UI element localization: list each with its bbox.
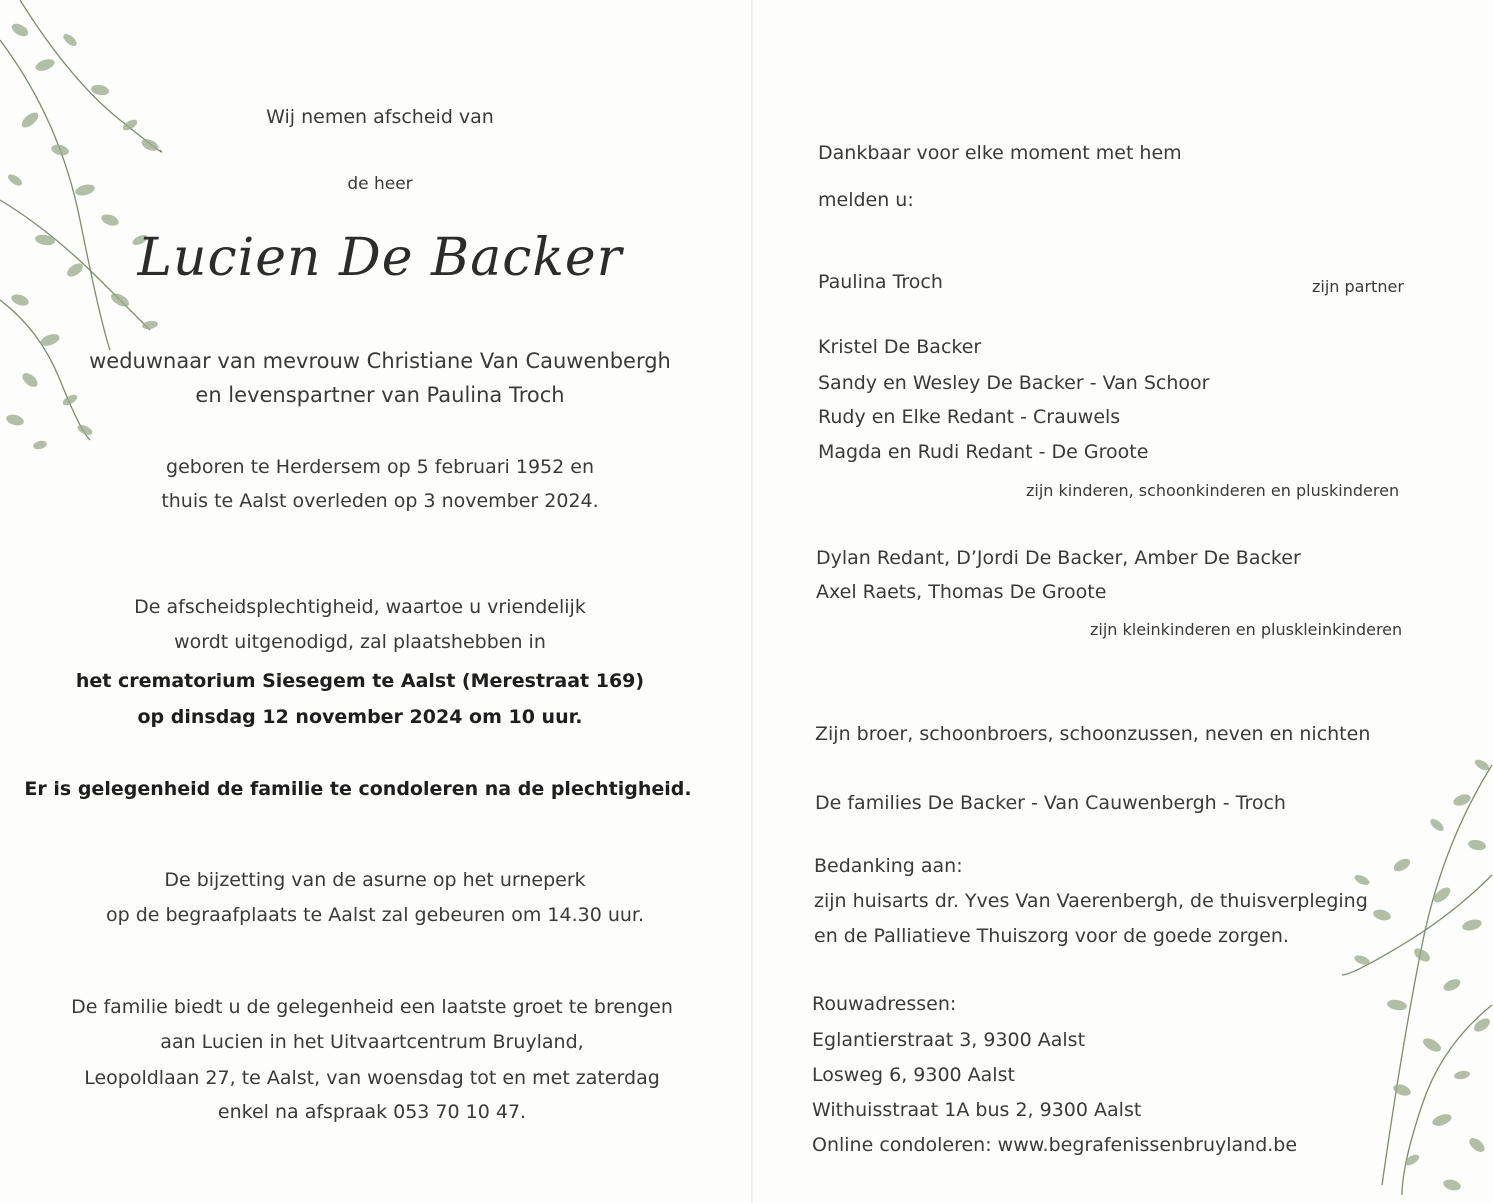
children-role: zijn kinderen, schoonkinderen en pluskinderen <box>1026 481 1400 500</box>
visit-line: De familie biedt u de gelegenheid een laatste groet te brengen <box>71 996 673 1018</box>
ceremony-date: op dinsdag 12 november 2024 om 10 uur. <box>137 706 583 728</box>
grandchildren-line: Dylan Redant, D’Jordi De Backer, Amber De Backer <box>816 547 1301 569</box>
relation-line: weduwnaar van mevrouw Christiane Van Cauwenbergh <box>89 349 671 373</box>
partner-name: Paulina Troch <box>818 271 943 293</box>
visit-line: Leopoldlaan 27, te Aalst, van woensdag tot en met zaterdag <box>84 1067 660 1089</box>
address-line: Eglantierstraat 3, 9300 Aalst <box>812 1029 1086 1051</box>
deceased-name: Lucien De Backer <box>137 228 623 288</box>
right-page <box>752 0 1493 1203</box>
child-name: Rudy en Elke Redant - Crauwels <box>818 406 1121 428</box>
child-name: Kristel De Backer <box>818 336 982 358</box>
ceremony-line: De afscheidsplechtigheid, waartoe u vriendelijk <box>134 596 586 618</box>
relation-line: en levenspartner van Paulina Troch <box>195 383 565 407</box>
child-name: Magda en Rudi Redant - De Groote <box>818 441 1149 463</box>
ceremony-line: wordt uitgenodigd, zal plaatshebben in <box>174 631 546 653</box>
condolence-note: Er is gelegenheid de familie te condoleren na de plechtigheid. <box>24 778 692 800</box>
visit-line: enkel na afspraak 053 70 10 47. <box>217 1101 527 1123</box>
relatives-line: Zijn broer, schoonbroers, schoonzussen, neven en nichten <box>815 723 1371 745</box>
visit-line: aan Lucien in het Uitvaartcentrum Bruyland, <box>160 1031 584 1053</box>
child-name: Sandy en Wesley De Backer - Van Schoor <box>818 372 1210 394</box>
addresses-heading: Rouwadressen: <box>812 993 957 1015</box>
urn-line: op de begraafplaats te Aalst zal gebeuren om 14.30 uur. <box>105 904 645 926</box>
grandchildren-role: zijn kleinkinderen en pluskleinkinderen <box>1090 620 1403 639</box>
grandchildren-line: Axel Raets, Thomas De Groote <box>816 581 1107 603</box>
honorific: de heer <box>347 174 413 194</box>
gratitude-line: Dankbaar voor elke moment met hem <box>818 142 1182 164</box>
online-condolence-line: Online condoleren: www.begrafenissenbruyland.be <box>812 1134 1298 1156</box>
intro-text: Wij nemen afscheid van <box>266 106 494 128</box>
eucalyptus-branch-bottom-right <box>1342 745 1493 1203</box>
families-line: De families De Backer - Van Cauwenbergh - Troch <box>815 792 1286 814</box>
birth-line: geboren te Herdersem op 5 februari 1952 en <box>166 456 594 478</box>
birth-line: thuis te Aalst overleden op 3 november 2024. <box>161 490 599 512</box>
urn-line: De bijzetting van de asurne op het urneperk <box>164 869 586 891</box>
address-line: Losweg 6, 9300 Aalst <box>812 1064 1015 1086</box>
partner-role: zijn partner <box>1312 277 1404 296</box>
announce-line: melden u: <box>818 189 914 211</box>
ceremony-location: het crematorium Siesegem te Aalst (Merestraat 169) <box>75 670 645 692</box>
address-line: Withuisstraat 1A bus 2, 9300 Aalst <box>812 1099 1142 1121</box>
thanks-line: zijn huisarts dr. Yves Van Vaerenbergh, de thuisverpleging <box>814 890 1368 912</box>
thanks-line: en de Palliatieve Thuiszorg voor de goede zorgen. <box>814 925 1289 947</box>
thanks-heading: Bedanking aan: <box>814 855 963 877</box>
